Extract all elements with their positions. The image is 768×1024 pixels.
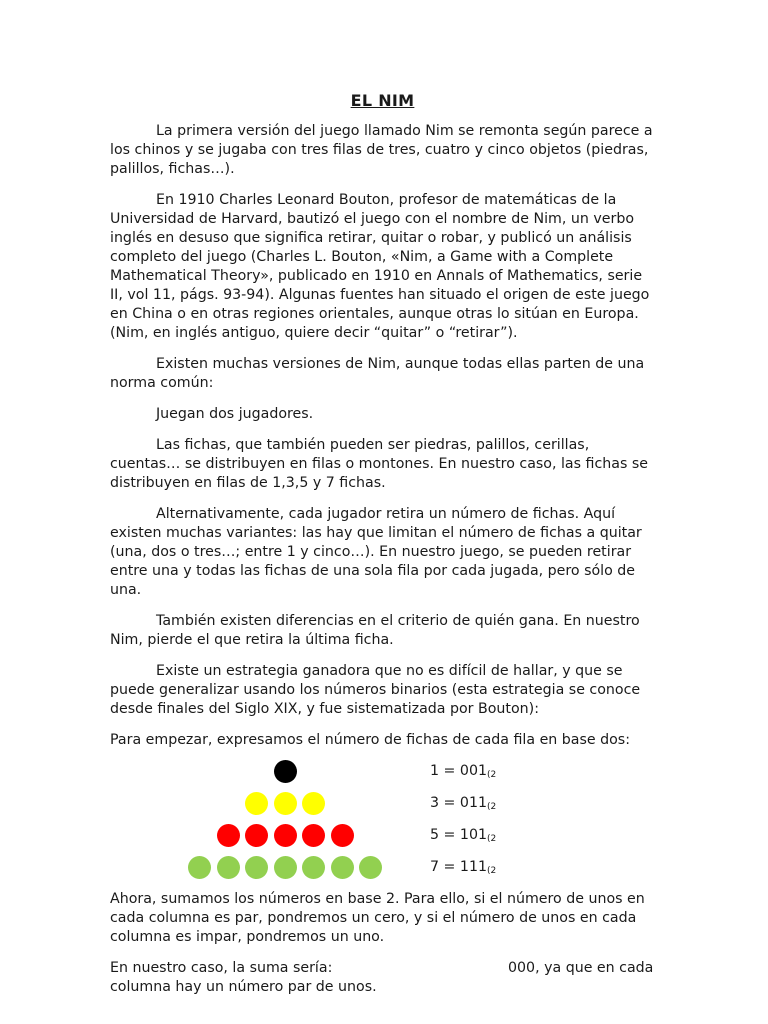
paragraph-strategy: Existe un estrategia ganadora que no es difícil de hallar, y que se puede generalizar usando los números binarios (esta estrategia se conoce desde finales del Siglo XIX, y fue sistematizada por Bouton):: [110, 663, 641, 717]
pyramid-row: [110, 760, 655, 784]
token-chip: [188, 856, 211, 879]
token-chip: [245, 824, 268, 847]
token-chip: [331, 824, 354, 847]
token-chip: [331, 856, 354, 879]
sum-line: [110, 959, 655, 997]
token-chip: [274, 856, 297, 879]
token-chip: [302, 792, 325, 815]
paragraph-base-two: Para empezar, expresamos el número de fichas de cada fila en base dos:: [110, 732, 630, 748]
sum-label: En nuestro caso, la suma sería:: [110, 960, 333, 976]
paragraph-winner: También existen diferencias en el criterio de quién gana. En nuestro Nim, pierde el que retira la última ficha.: [110, 613, 640, 648]
binary-equation: 5 = 101(2: [430, 827, 497, 844]
paragraph-origin: La primera versión del juego llamado Nim se remonta según parece a los chinos y se jugaba con tres filas de tres, cuatro y cinco objetos (piedras, palillos, fichas…).: [110, 123, 653, 177]
binary-equation: 1 = 001(2: [430, 763, 497, 780]
paragraph-bouton: En 1910 Charles Leonard Bouton, profesor de matemáticas de la Universidad de Harvard, bautizó el juego con el nombre de Nim, un verbo inglés en desuso que significa retirar, quitar o robar, y publicó un análisis completo del juego (Charles L. Bouton, «Nim, a Game with a Complete Mathematical Theory», publicado en 1910 en Annals of Mathematics, serie II, vol 11, págs. 93-94). Algunas fuentes han situado el origen de este juego en China o en otras regiones orientales, aunque otras lo sitúan en Europa. (Nim, en inglés antiguo, quiere decir “quitar” o “retirar”).: [110, 192, 650, 341]
token-chip: [217, 856, 240, 879]
paragraph-turns: Alternativamente, cada jugador retira un número de fichas. Aquí existen muchas variantes: las hay que limitan el número de fichas a quitar (una, dos o tres…; entre 1 y cinco…). En nuestro juego, se pueden retirar entre una y todas las fichas de una sola fila por cada jugada, pero sólo de una.: [110, 506, 642, 598]
token-chip: [245, 792, 268, 815]
token-chip: [302, 824, 325, 847]
document-page: [110, 90, 655, 997]
token-chip: [274, 792, 297, 815]
token-pyramid: [110, 760, 655, 884]
binary-equation: 7 = 111(2: [430, 859, 497, 876]
paragraph-sum-rule: Ahora, sumamos los números en base 2. Para ello, si el número de unos en cada columna es par, pondremos un cero, y si el número de unos en cada columna es impar, pondremos un uno.: [110, 891, 645, 945]
pyramid-row: [110, 792, 655, 816]
token-chip: [302, 856, 325, 879]
token-chip: [274, 824, 297, 847]
pyramid-row: [110, 824, 655, 848]
paragraph-pieces: Las fichas, que también pueden ser piedras, palillos, cerillas, cuentas… se distribuyen en filas o montones. En nuestro caso, las fichas se distribuyen en filas de 1,3,5 y 7 fichas.: [110, 437, 648, 491]
token-chip: [359, 856, 382, 879]
token-chip: [217, 824, 240, 847]
document-title: EL NIM: [350, 91, 415, 110]
token-chip: [245, 856, 268, 879]
pyramid-row: [110, 856, 655, 880]
binary-equation: 3 = 011(2: [430, 795, 497, 812]
paragraph-versions: Existen muchas versiones de Nim, aunque todas ellas parten de una norma común:: [110, 356, 645, 391]
paragraph-players: Juegan dos jugadores.: [156, 406, 314, 422]
sum-continuation: columna hay un número par de unos.: [110, 979, 377, 995]
sum-result: 000, ya que en cada: [508, 960, 654, 976]
token-chip: [274, 760, 297, 783]
